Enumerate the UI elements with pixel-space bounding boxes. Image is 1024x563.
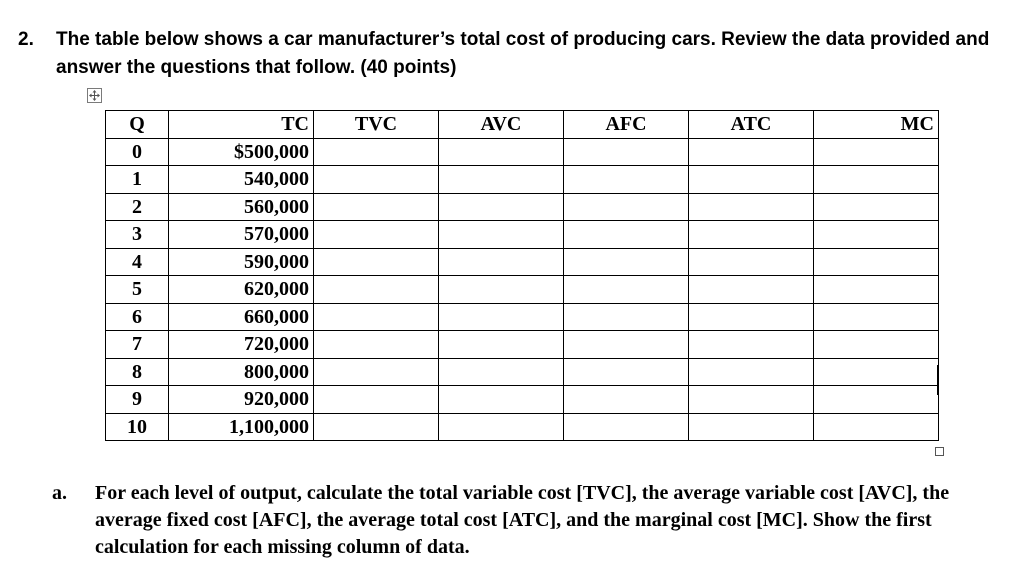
header-tvc[interactable]: TVC [314, 111, 439, 139]
header-avc[interactable]: AVC [439, 111, 564, 139]
cell-mc[interactable] [814, 303, 939, 331]
table-row [106, 276, 939, 304]
cell-afc[interactable] [564, 358, 689, 386]
cell-avc[interactable] [439, 413, 564, 441]
cell-afc[interactable] [564, 193, 689, 221]
cell-mc[interactable] [814, 276, 939, 304]
cell-mc[interactable] [814, 138, 939, 166]
cell-tvc[interactable] [314, 331, 439, 359]
cell-atc[interactable] [689, 166, 814, 194]
cell-atc[interactable] [689, 386, 814, 414]
cell-afc[interactable] [564, 276, 689, 304]
cell-tc[interactable]: 920,000 [169, 386, 314, 414]
table-row [106, 193, 939, 221]
cell-atc[interactable] [689, 138, 814, 166]
cell-tvc[interactable] [314, 166, 439, 194]
cell-q[interactable]: 7 [106, 331, 169, 359]
cell-q[interactable]: 9 [106, 386, 169, 414]
table-row [106, 303, 939, 331]
table-resize-handle[interactable] [935, 447, 944, 456]
cell-tc[interactable]: 720,000 [169, 331, 314, 359]
cell-tc[interactable]: 660,000 [169, 303, 314, 331]
cell-avc[interactable] [439, 331, 564, 359]
cost-table [105, 110, 939, 441]
cell-avc[interactable] [439, 303, 564, 331]
cell-avc[interactable] [439, 166, 564, 194]
cell-q[interactable]: 1 [106, 166, 169, 194]
cell-afc[interactable] [564, 138, 689, 166]
cell-mc[interactable] [814, 386, 939, 414]
cell-mc[interactable] [814, 248, 939, 276]
cell-tc[interactable]: 800,000 [169, 358, 314, 386]
cell-tvc[interactable] [314, 248, 439, 276]
part-a-text: For each level of output, calculate the total variable cost [TVC], the average variable cost [AVC], the average fixed cost [AFC], the average total cost [ATC], and the marginal cost [MC]. Show the first calculation for each missing column of data. [95, 482, 950, 558]
cell-atc[interactable] [689, 413, 814, 441]
cell-avc[interactable] [439, 386, 564, 414]
question-number: 2. [18, 29, 34, 50]
table-row [106, 331, 939, 359]
cell-tvc[interactable] [314, 303, 439, 331]
cell-atc[interactable] [689, 248, 814, 276]
cell-q[interactable]: 4 [106, 248, 169, 276]
cell-avc[interactable] [439, 221, 564, 249]
cell-atc[interactable] [689, 331, 814, 359]
cell-afc[interactable] [564, 413, 689, 441]
cell-q[interactable]: 8 [106, 358, 169, 386]
header-mc[interactable]: MC [814, 111, 939, 139]
table-row [106, 386, 939, 414]
header-q[interactable]: Q [106, 111, 169, 139]
cell-tc[interactable]: 570,000 [169, 221, 314, 249]
cell-avc[interactable] [439, 193, 564, 221]
cell-afc[interactable] [564, 386, 689, 414]
cell-atc[interactable] [689, 358, 814, 386]
table-row [106, 248, 939, 276]
table-row [106, 138, 939, 166]
cell-tvc[interactable] [314, 386, 439, 414]
cell-avc[interactable] [439, 248, 564, 276]
cell-mc[interactable] [814, 331, 939, 359]
cell-q[interactable]: 6 [106, 303, 169, 331]
cell-avc[interactable] [439, 276, 564, 304]
cell-atc[interactable] [689, 221, 814, 249]
cell-tvc[interactable] [314, 221, 439, 249]
header-atc[interactable]: ATC [689, 111, 814, 139]
cell-atc[interactable] [689, 303, 814, 331]
table-header-row [106, 111, 939, 139]
cell-afc[interactable] [564, 331, 689, 359]
cell-tc[interactable]: $500,000 [169, 138, 314, 166]
table-row [106, 358, 939, 386]
cell-tc[interactable]: 540,000 [169, 166, 314, 194]
text-cursor [937, 365, 939, 395]
cell-avc[interactable] [439, 138, 564, 166]
part-a-label: a. [52, 482, 67, 504]
header-afc[interactable]: AFC [564, 111, 689, 139]
cell-q[interactable]: 5 [106, 276, 169, 304]
table-move-handle-icon[interactable] [87, 88, 102, 103]
cell-tvc[interactable] [314, 276, 439, 304]
cell-afc[interactable] [564, 303, 689, 331]
cell-atc[interactable] [689, 276, 814, 304]
cell-mc[interactable] [814, 358, 939, 386]
cell-tvc[interactable] [314, 358, 439, 386]
cell-tc[interactable]: 620,000 [169, 276, 314, 304]
cell-q[interactable]: 0 [106, 138, 169, 166]
cell-tc[interactable]: 590,000 [169, 248, 314, 276]
cell-q[interactable]: 10 [106, 413, 169, 441]
header-tc[interactable]: TC [169, 111, 314, 139]
cell-mc[interactable] [814, 413, 939, 441]
cell-q[interactable]: 2 [106, 193, 169, 221]
cell-tvc[interactable] [314, 413, 439, 441]
question-text: The table below shows a car manufacturer’s total cost of producing cars. Review the data provided and answer the questions that follow. (40 points) [56, 29, 990, 78]
table-row [106, 221, 939, 249]
cell-afc[interactable] [564, 248, 689, 276]
table-row [106, 166, 939, 194]
cell-tvc[interactable] [314, 193, 439, 221]
cell-avc[interactable] [439, 358, 564, 386]
cell-mc[interactable] [814, 166, 939, 194]
cell-mc[interactable] [814, 193, 939, 221]
cell-q[interactable]: 3 [106, 221, 169, 249]
cell-atc[interactable] [689, 193, 814, 221]
cell-afc[interactable] [564, 221, 689, 249]
table-row [106, 413, 939, 441]
cell-tc[interactable]: 560,000 [169, 193, 314, 221]
cell-tc[interactable]: 1,100,000 [169, 413, 314, 441]
cell-tvc[interactable] [314, 138, 439, 166]
cell-afc[interactable] [564, 166, 689, 194]
cell-mc[interactable] [814, 221, 939, 249]
